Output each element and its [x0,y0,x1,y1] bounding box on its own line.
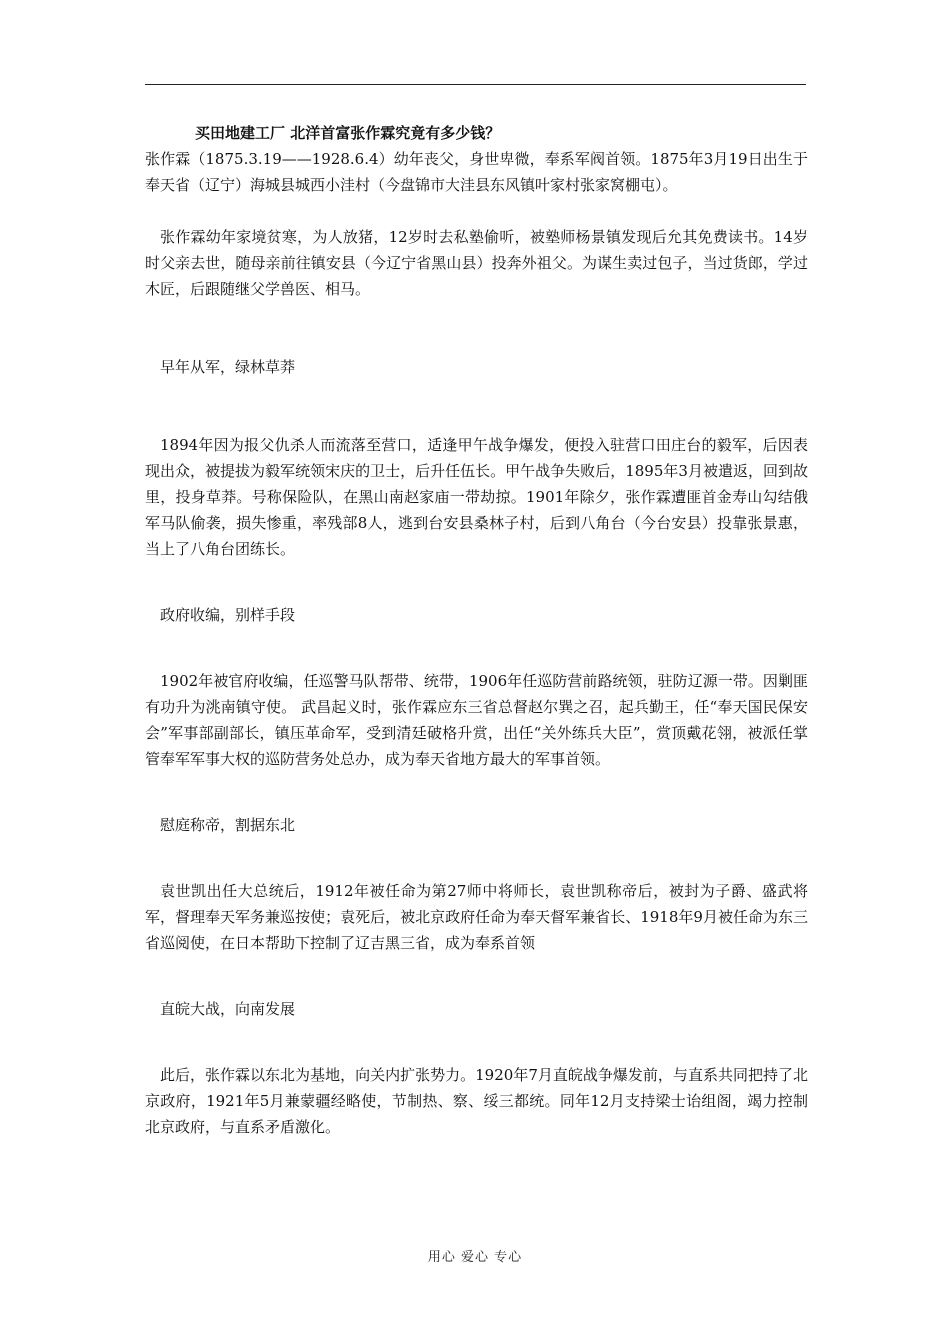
spacer [145,1022,808,1062]
spacer [145,562,808,602]
spacer [145,198,808,224]
document-body [145,120,808,1140]
paragraph-intro: 张作霖（1875.3.19——1928.6.4）幼年丧父，身世卑微，奉系军阀首领。1875年3月19日出生于奉天省（辽宁）海城县城西小洼村（今盘锦市大洼县东风镇叶家村张家窝棚屯）。 [145,150,808,194]
spacer [145,956,808,996]
paragraph-zhiwan-war: 此后，张作霖以东北为基地，向关内扩张势力。1920年7月直皖战争爆发前，与直系共同把持了北京政府，1921年5月兼蒙疆经略使，节制热、察、绥三都统。同年12月支持梁士诒组阁，竭力控制北京政府，与直系矛盾激化。 [145,1066,808,1136]
paragraph-reorganization: 1902年被官府收编，任巡警马队帮带、统带，1906年任巡防营前路统领，驻防辽源一带。因剿匪有功升为洮南镇守使。 武昌起义时，张作霖应东三省总督赵尔巽之召，起兵勤王，任“奉天国民保安会”军事部副部长，镇压革命军，受到清廷破格升赏，出任“关外练兵大臣”，赏顶戴花翎，被派任掌管奉军军事大权的巡防营务处总办，成为奉天省地方最大的军事首领。 [145,672,808,768]
document-title: 买田地建工厂 北洋首富张作霖究竟有多少钱？ [195,124,501,142]
spacer [145,772,808,812]
section-heading-early-military: 早年从军，绿林草莽 [160,358,296,376]
paragraph-early-military: 1894年因为报父仇杀人而流落至营口，适逢甲午战争爆发，便投入驻营口田庄台的毅军，后因表现出众，被提拔为毅军统领宋庆的卫士，后升任伍长。甲午战争失败后，1895年3月被遣返，回到故里，投身草莽。号称保险队，在黑山南赵家庙一带劫掠。1901年除夕，张作霖遭匪首金寿山勾结俄军马队偷袭，损失惨重，率残部8人，逃到台安县桑林子村，后到八角台（今台安县）投靠张景惠，当上了八角台团练长。 [145,436,808,558]
spacer [145,302,808,354]
header-rule [145,84,806,85]
paragraph-northeast: 袁世凯出任大总统后，1912年被任命为第27师中将师长，袁世凯称帝后，被封为子爵、盛武将军，督理奉天军务兼巡按使；袁死后，被北京政府任命为奉天督军兼省长、1918年9月被任命为东三省巡阅使，在日本帮助下控制了辽吉黑三省，成为奉系首领 [145,882,808,952]
section-heading-reorganization: 政府收编，别样手段 [160,606,296,624]
section-heading-zhiwan-war: 直皖大战，向南发展 [160,1000,296,1018]
paragraph-childhood: 张作霖幼年家境贫寒，为人放猪，12岁时去私塾偷听，被塾师杨景镇发现后允其免费读书。14岁时父亲去世，随母亲前往镇安县（今辽宁省黑山县）投奔外祖父。为谋生卖过包子，当过货郎，学过木匠，后跟随继父学兽医、相马。 [145,228,808,298]
spacer [145,628,808,668]
section-heading-northeast: 慰庭称帝，割据东北 [160,816,296,834]
page-footer: 用心 爱心 专心 [427,1250,523,1265]
spacer [145,838,808,878]
spacer [145,380,808,432]
